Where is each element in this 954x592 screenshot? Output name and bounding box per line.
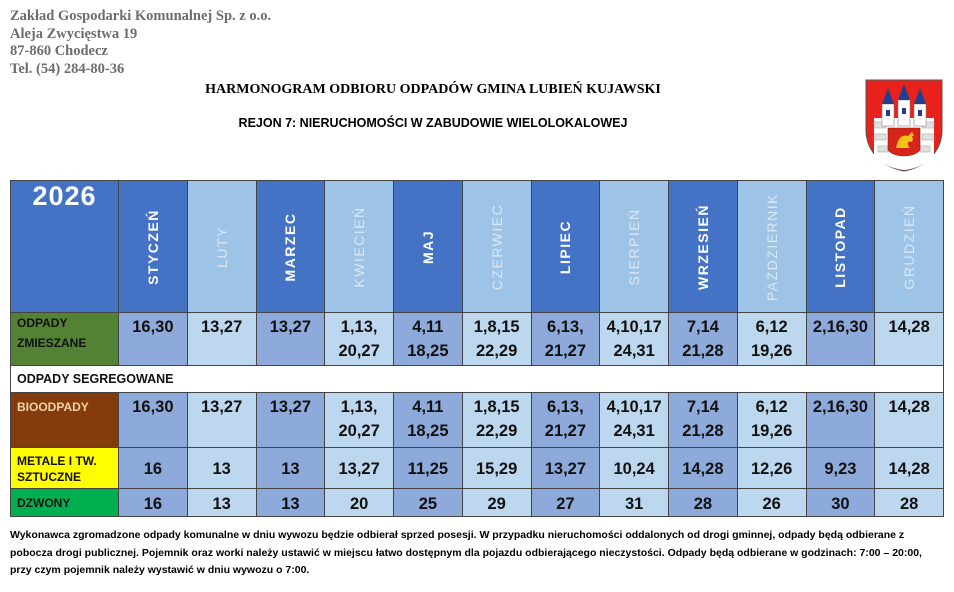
month-header [531,181,600,313]
mixed-waste-row [11,313,944,366]
month-header [669,181,738,313]
date-cell: 16 [119,448,188,489]
date-cell: 6,12 19,26 [737,313,806,366]
month-header [600,181,669,313]
date-cell: 12,26 [737,448,806,489]
date-cell: 29 [462,489,531,517]
date-cell: 13 [187,489,256,517]
date-cell: 4,10,17 24,31 [600,313,669,366]
month-label: LISTOPAD [832,205,849,288]
date-cell: 26 [737,489,806,517]
date-cell: 1,13, 20,27 [325,393,394,448]
month-label: WRZESIEŃ [694,203,711,290]
date-cell: 13,27 [531,448,600,489]
date-cell: 16,30 [119,393,188,448]
date-cell: 20 [325,489,394,517]
month-label: MAJ [419,229,436,264]
bio-waste-label: BIOODPADY [11,393,119,448]
date-cell: 9,23 [806,448,875,489]
page-title: HARMONOGRAM ODBIORU ODPADÓW GMINA LUBIEŃ KUJAWSKI [205,82,661,97]
coat-of-arms-icon [864,78,944,172]
date-cell: 4,10,17 24,31 [600,393,669,448]
month-header [875,181,944,313]
month-label: LIPIEC [557,219,574,274]
footer-note: Wykonawca zgromadzone odpady komunalne w dniu wywozu będzie odbierał sprzed posesji. W przypadku nieruchomości oddalonych od drogi gminnej, odpady będą odbierane z pobocza drogi publicznej. Pojemnik oraz worki należy ustawić w miejscu łatwo dostępnym dla pojazdu odbierającego nieczystości. Odpady będą odbierane w godzinach: 7:00 – 20:00, przy czym pojemnik należy wystawić w dniu wywozu o 7:00. [10,529,922,576]
month-label: STYCZEŃ [144,208,161,285]
month-header [325,181,394,313]
date-cell: 7,14 21,28 [669,393,738,448]
date-cell: 16,30 [119,313,188,366]
bio-waste-row [11,393,944,448]
month-label: GRUDZIEŃ [901,203,918,290]
date-cell: 13,27 [187,393,256,448]
date-cell: 28 [875,489,944,517]
month-label: MARZEC [282,212,299,281]
date-cell: 10,24 [600,448,669,489]
date-cell: 13,27 [256,313,325,366]
date-cell: 13 [256,448,325,489]
company-street: Aleja Zwycięstwa 19 [10,25,138,42]
date-cell: 6,13, 21,27 [531,393,600,448]
date-cell: 4,11 18,25 [394,393,463,448]
month-header [806,181,875,313]
month-label: KWIECIEŃ [351,205,368,288]
date-cell: 14,28 [669,448,738,489]
schedule-table [10,180,944,517]
year-cell: 2026 [11,181,119,313]
company-address [10,8,271,78]
month-header-row [11,181,944,313]
metals-plastics-label: METALE I TW. SZTUCZNE [11,448,119,489]
month-header [119,181,188,313]
date-cell: 1,13, 20,27 [325,313,394,366]
segregated-header: ODPADY SEGREGOWANE [11,366,944,393]
month-header [462,181,531,313]
date-cell: 6,13, 21,27 [531,313,600,366]
date-cell: 2,16,30 [806,313,875,366]
date-cell: 28 [669,489,738,517]
month-label: CZERWIEC [488,203,505,290]
page-subtitle: REJON 7: NIERUCHOMOŚCI W ZABUDOWIE WIELOLOKALOWEJ [238,116,628,130]
date-cell: 15,29 [462,448,531,489]
month-label: SIERPIEŃ [626,207,643,286]
date-cell: 16 [119,489,188,517]
date-cell: 13,27 [187,313,256,366]
date-cell: 14,28 [875,448,944,489]
month-label: PAŹDZIERNIK [763,192,780,301]
date-cell: 13,27 [256,393,325,448]
month-header [256,181,325,313]
company-phone: Tel. (54) 284-80-36 [10,60,125,77]
date-cell: 11,25 [394,448,463,489]
date-cell: 1,8,15 22,29 [462,393,531,448]
date-cell: 1,8,15 22,29 [462,313,531,366]
date-cell: 7,14 21,28 [669,313,738,366]
month-header [187,181,256,313]
glass-row [11,489,944,517]
date-cell: 4,11 18,25 [394,313,463,366]
month-label: LUTY [213,225,230,268]
metals-plastics-row [11,448,944,489]
month-header [737,181,806,313]
date-cell: 13 [256,489,325,517]
date-cell: 31 [600,489,669,517]
date-cell: 2,16,30 [806,393,875,448]
segregated-header-row [11,366,944,393]
date-cell: 13,27 [325,448,394,489]
date-cell: 14,28 [875,393,944,448]
date-cell: 30 [806,489,875,517]
date-cell: 6,12 19,26 [737,393,806,448]
glass-label: DZWONY [11,489,119,517]
date-cell: 25 [394,489,463,517]
mixed-waste-label: ODPADY ZMIESZANE [11,313,119,366]
date-cell: 14,28 [875,313,944,366]
date-cell: 13 [187,448,256,489]
month-header [394,181,463,313]
company-name: Zakład Gospodarki Komunalnej Sp. z o.o. [10,8,272,24]
date-cell: 27 [531,489,600,517]
company-city: 87-860 Chodecz [10,43,108,59]
